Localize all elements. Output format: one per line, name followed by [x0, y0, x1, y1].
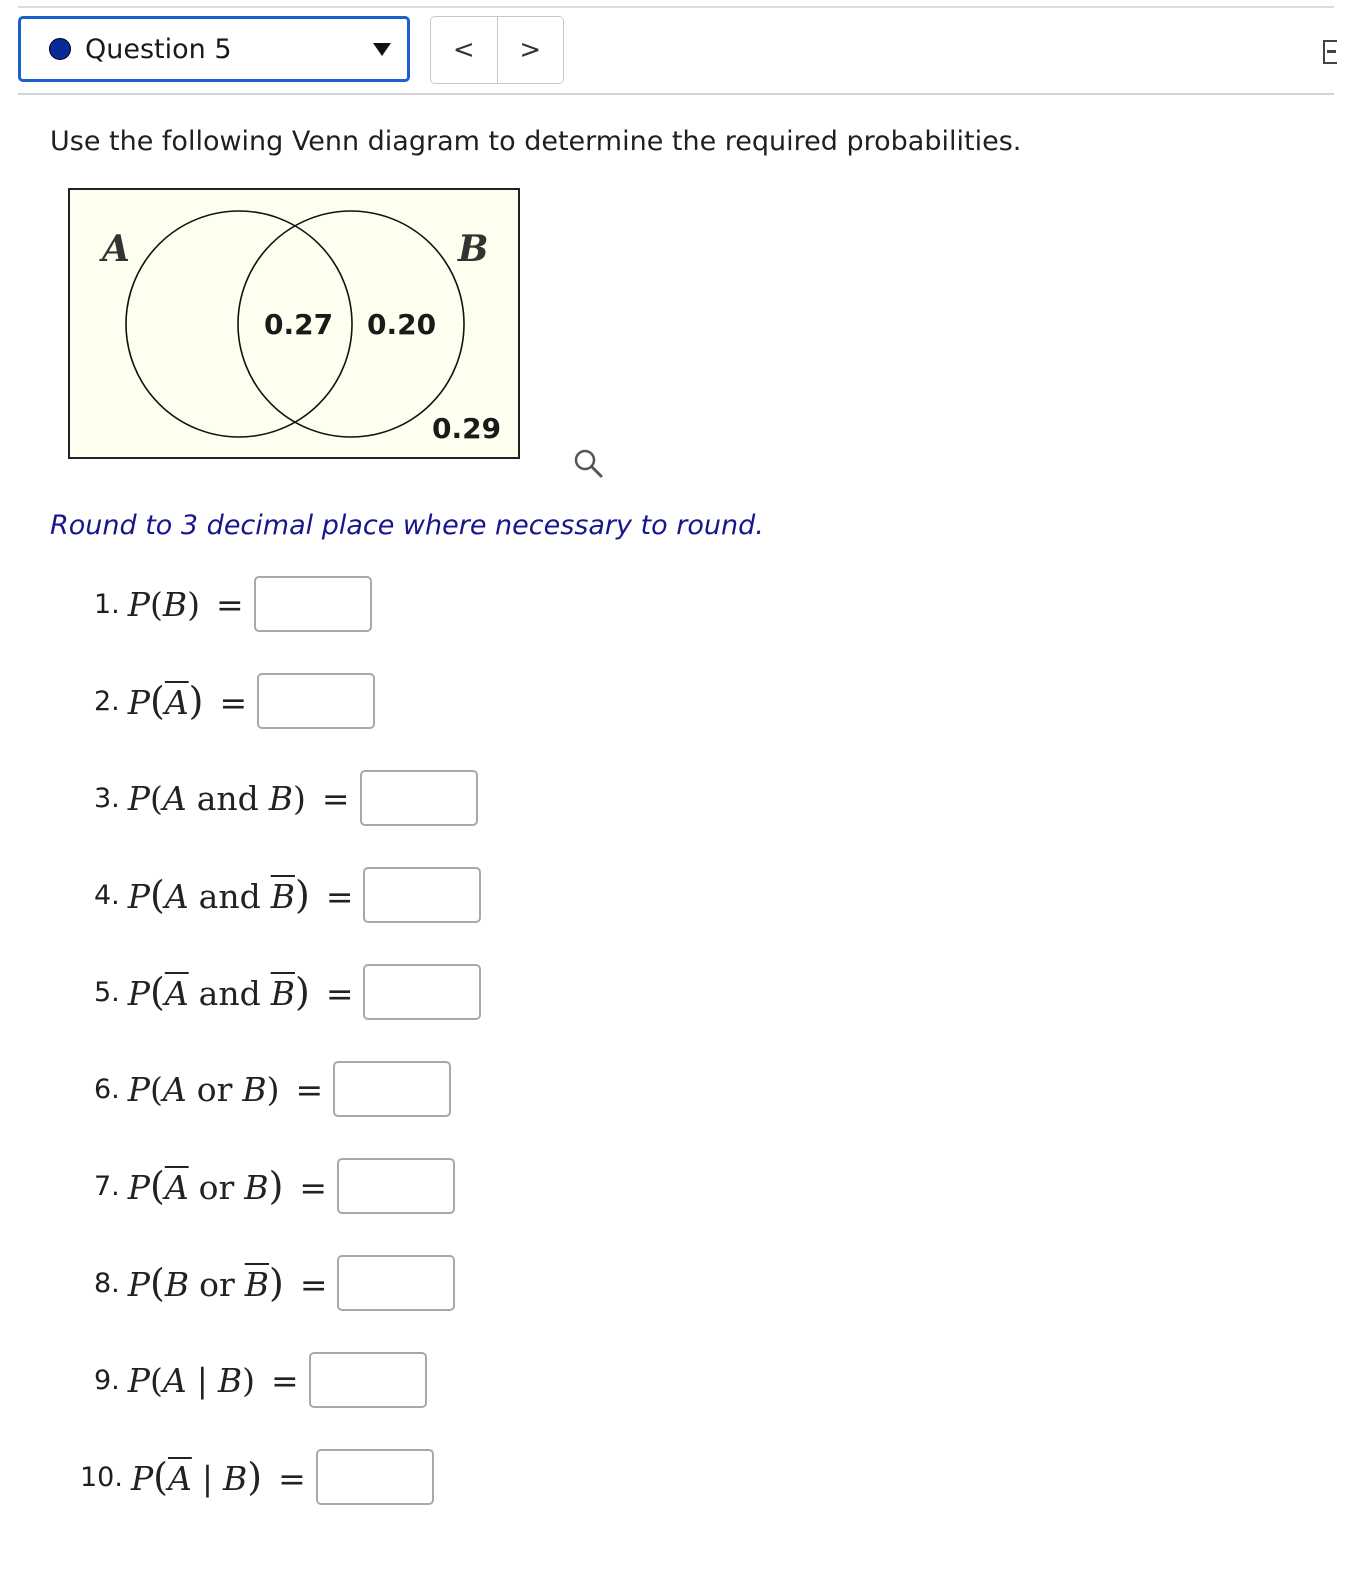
b-only-value: 0.20 — [367, 308, 437, 341]
venn-diagram — [68, 188, 520, 459]
answer-input-7[interactable] — [337, 1158, 455, 1214]
probability-expression: P(B) = — [127, 584, 244, 624]
question-number: 1. — [94, 588, 120, 620]
answer-input-1[interactable] — [254, 576, 372, 632]
question-number: 7. — [94, 1170, 120, 1202]
question-row-10 — [80, 1449, 434, 1505]
answer-input-5[interactable] — [363, 964, 481, 1020]
probability-expression: P(A and B) = — [127, 778, 350, 818]
question-row-5 — [94, 964, 481, 1020]
outside-value: 0.29 — [432, 412, 502, 445]
question-row-2 — [94, 673, 375, 729]
question-number: 5. — [94, 976, 120, 1008]
chevron-right-icon: > — [519, 35, 542, 65]
probability-expression: P(B or $\overline{B}$) = — [127, 1261, 328, 1305]
question-number: 2. — [94, 685, 120, 717]
answer-input-4[interactable] — [363, 867, 481, 923]
probability-expression: $P(\overline{A}$ or B) = — [127, 1164, 328, 1208]
question-row-6 — [94, 1061, 451, 1117]
status-dot-icon — [49, 38, 71, 60]
answer-input-2[interactable] — [257, 673, 375, 729]
next-question-button[interactable] — [498, 17, 564, 83]
probability-expression: P(A | B) = — [127, 1360, 299, 1400]
answer-input-6[interactable] — [333, 1061, 451, 1117]
probability-expression: P(A or B) = — [127, 1069, 324, 1109]
question-row-9 — [94, 1352, 427, 1408]
answer-input-8[interactable] — [337, 1255, 455, 1311]
question-number: 10. — [80, 1461, 123, 1493]
expand-icon[interactable] — [1323, 40, 1337, 64]
question-row-3 — [94, 770, 478, 826]
probability-expression: $P(\overline{A}$ and $\overline{B}$) = — [127, 970, 354, 1014]
question-number: 9. — [94, 1364, 120, 1396]
probability-expression: $P(\overline{A}$ | B) = — [130, 1455, 306, 1499]
question-row-7 — [94, 1158, 455, 1214]
question-number: 6. — [94, 1073, 120, 1105]
question-row-8 — [94, 1255, 455, 1311]
set-a-label: A — [102, 228, 130, 270]
question-number: 4. — [94, 879, 120, 911]
rounding-note: Round to 3 decimal place where necessary to round. — [50, 510, 764, 541]
chevron-down-icon — [373, 43, 391, 56]
magnifier-icon[interactable] — [572, 446, 606, 480]
set-b-label: B — [458, 228, 489, 270]
question-selector[interactable] — [18, 16, 410, 82]
question-number: 3. — [94, 782, 120, 814]
question-row-4 — [94, 867, 481, 923]
question-nav — [430, 16, 564, 84]
answer-input-10[interactable] — [316, 1449, 434, 1505]
chevron-left-icon: < — [452, 35, 475, 65]
venn-svg — [70, 190, 518, 457]
toolbar-divider — [18, 93, 1334, 95]
answer-input-3[interactable] — [360, 770, 478, 826]
intersection-value: 0.27 — [264, 308, 334, 341]
previous-question-button[interactable] — [431, 17, 498, 83]
answer-input-9[interactable] — [309, 1352, 427, 1408]
question-row-1 — [94, 576, 372, 632]
probability-expression: $P(\overline{A})$ = — [127, 679, 248, 723]
top-divider — [18, 6, 1334, 8]
instructions-text: Use the following Venn diagram to determine the required probabilities. — [50, 126, 1022, 157]
question-number: 8. — [94, 1267, 120, 1299]
question-label: Question 5 — [85, 33, 232, 65]
probability-expression: P(A and $\overline{B}$) = — [127, 873, 354, 917]
